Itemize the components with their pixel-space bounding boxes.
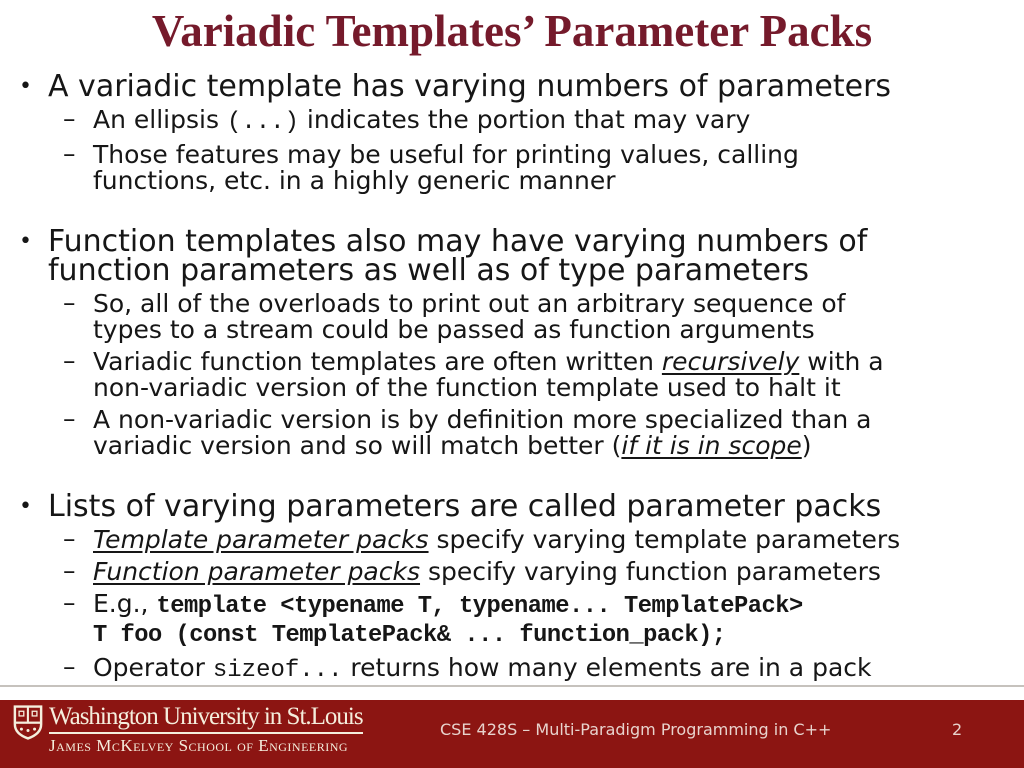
sub-bullet-item-marker: – xyxy=(63,404,76,433)
text-segment: ) xyxy=(801,431,812,460)
sub-bullet-item-text xyxy=(93,525,900,554)
bullet-list xyxy=(0,69,1024,684)
text-segment: E.g., xyxy=(93,589,157,618)
text-segment: specify varying function parameters xyxy=(420,557,881,586)
text-segment-mono: (...) xyxy=(226,109,299,136)
sub-bullet-item xyxy=(0,104,1024,136)
sub-bullet-item xyxy=(0,139,1024,195)
text-segment: Those features may be useful for printing values, calling xyxy=(93,140,799,169)
bullet-item-marker: • xyxy=(19,229,32,254)
sub-bullet-item-text xyxy=(93,653,872,682)
footer-bar xyxy=(0,700,1024,768)
footer-separator-line xyxy=(0,685,1024,687)
text-segment-monob: T foo (const TemplatePack& ... function_pack); xyxy=(93,622,726,649)
text-segment: non-variadic version of the function template used to halt it xyxy=(93,373,841,402)
bullet-item-text xyxy=(48,489,881,524)
sub-bullet-item-text xyxy=(93,557,881,586)
sub-bullet-item-marker: – xyxy=(63,556,76,585)
sub-bullet-item-marker: – xyxy=(63,588,76,617)
sub-bullet-item-text xyxy=(93,105,750,134)
sub-bullet-item-text xyxy=(93,347,884,402)
wustl-logo xyxy=(13,701,363,755)
sub-bullet-item xyxy=(0,652,1024,684)
text-segment: types to a stream could be passed as function arguments xyxy=(93,315,815,344)
text-segment-iu: recursively xyxy=(661,347,800,376)
text-segment-iu: if it is in scope xyxy=(621,431,802,460)
text-segment-monob: template <typename T, typename... TemplatePack> xyxy=(156,593,803,620)
sub-bullet-item xyxy=(0,524,1024,554)
sub-bullet-item-text xyxy=(93,589,803,647)
logo-divider xyxy=(49,732,363,734)
text-segment: A non-variadic version is by definition more specialized than a xyxy=(93,405,872,434)
text-segment: Function templates also may have varying numbers of xyxy=(48,224,868,259)
text-segment: functions, etc. in a highly generic manner xyxy=(93,166,616,195)
text-segment: So, all of the overloads to print out an arbitrary sequence of xyxy=(93,289,846,318)
sub-bullet-item xyxy=(0,346,1024,402)
text-segment: Lists of varying parameters are called parameter packs xyxy=(48,489,882,524)
text-segment-iu: Template parameter packs xyxy=(93,525,429,554)
text-segment-iu: Function parameter packs xyxy=(93,557,421,586)
text-segment: indicates the portion that may vary xyxy=(298,105,751,134)
slide-title: Variadic Templates’ Parameter Packs xyxy=(151,6,873,56)
sub-bullet-item xyxy=(0,588,1024,649)
text-segment: function parameters as well as of type parameters xyxy=(48,253,809,288)
wustl-logo-text xyxy=(49,701,363,755)
bullet-item-marker: • xyxy=(19,494,32,519)
university-name: Washington University in St.Louis xyxy=(49,703,363,730)
bullet-item-text xyxy=(48,69,891,104)
sub-bullet-item-text xyxy=(93,140,799,195)
school-name: James McKelvey School of Engineering xyxy=(49,736,349,755)
text-segment: Variadic function templates are often written xyxy=(93,347,662,376)
text-segment: An ellipsis xyxy=(93,105,227,134)
text-segment: specify varying template parameters xyxy=(428,525,901,554)
course-title: CSE 428S – Multi-Paradigm Programming in C++ xyxy=(440,720,832,739)
sub-bullet-item-text xyxy=(93,289,845,344)
sub-bullet-item-marker: – xyxy=(63,524,76,553)
bullet-item-marker: • xyxy=(19,74,32,99)
text-segment: Operator xyxy=(93,653,213,682)
text-segment: A variadic template has varying numbers of parameters xyxy=(48,69,892,104)
sub-bullet-item-marker: – xyxy=(63,104,76,133)
bullet-item xyxy=(0,489,1024,524)
bullet-item-text xyxy=(48,224,867,288)
page-number: 2 xyxy=(952,720,963,739)
wustl-shield-icon xyxy=(13,704,43,741)
sub-bullet-item-marker: – xyxy=(63,652,76,681)
text-segment: with a xyxy=(799,347,884,376)
sub-bullet-item xyxy=(0,556,1024,586)
bullet-item xyxy=(0,69,1024,104)
sub-bullet-item-marker: – xyxy=(63,346,76,375)
text-segment: returns how many elements are in a pack xyxy=(342,653,872,682)
sub-bullet-item-marker: – xyxy=(63,288,76,317)
sub-bullet-item xyxy=(0,404,1024,460)
sub-bullet-item-marker: – xyxy=(63,139,76,168)
sub-bullet-item xyxy=(0,288,1024,344)
text-segment-mono: sizeof... xyxy=(212,657,343,684)
bullet-item xyxy=(0,224,1024,288)
text-segment: variadic version and so will match better ( xyxy=(93,431,622,460)
sub-bullet-item-text xyxy=(93,405,872,460)
